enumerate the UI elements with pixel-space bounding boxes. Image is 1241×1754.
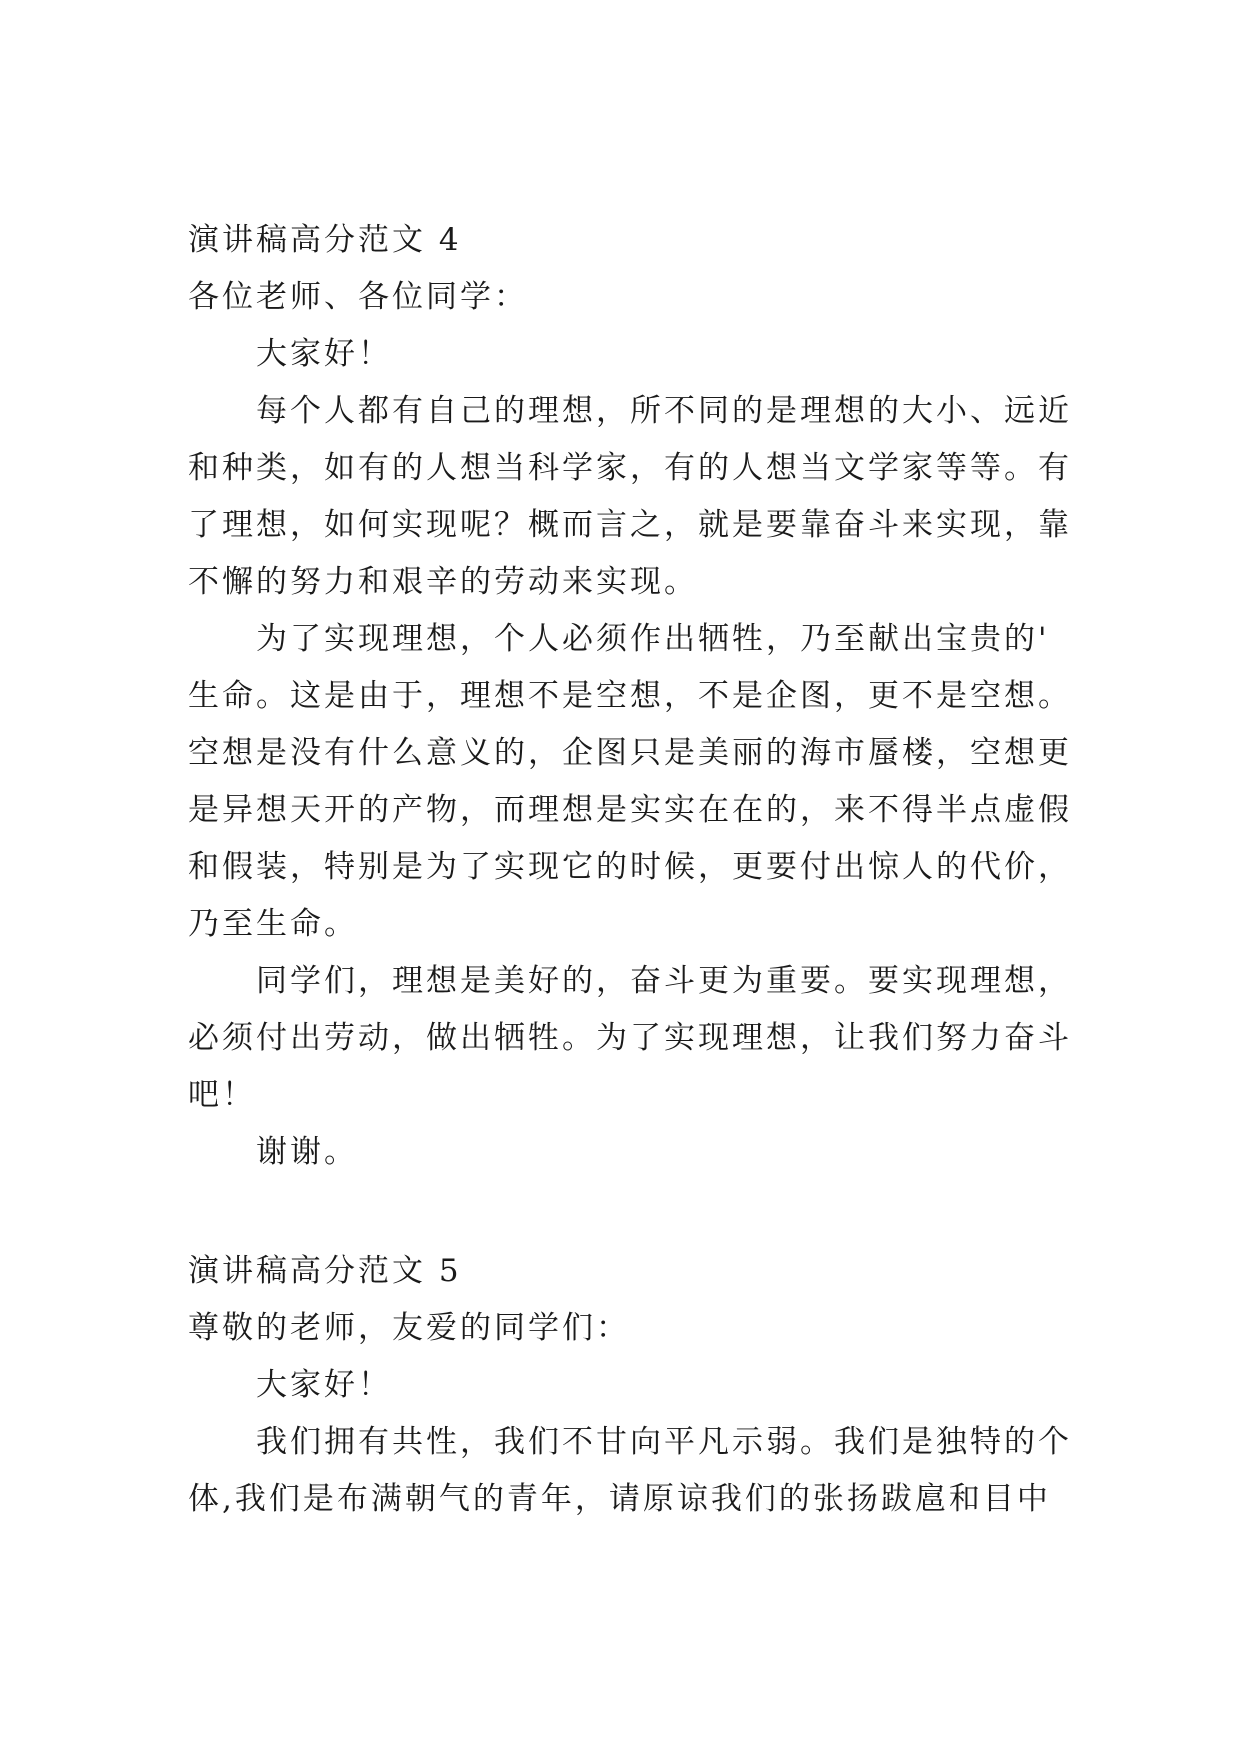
essay-5-paragraph-1-line: 体,我们是布满朝气的青年，请原谅我们的张扬跋扈和目中 xyxy=(188,1481,1051,1517)
essay-4-paragraph-2-line: 空想是没有什么意义的，企图只是美丽的海市蜃楼，空想更 xyxy=(188,735,1072,771)
essay-5-paragraph-1-line: 我们拥有共性，我们不甘向平凡示弱。我们是独特的个 xyxy=(256,1424,1072,1460)
essay-4-greeting: 大家好！ xyxy=(256,336,392,372)
essay-4-paragraph-1-line: 每个人都有自己的理想，所不同的是理想的大小、远近 xyxy=(256,393,1072,429)
essay-4-paragraph-3-line: 同学们，理想是美好的，奋斗更为重要。要实现理想， xyxy=(256,963,1072,999)
essay-4-paragraph-3-line: 吧！ xyxy=(188,1077,256,1113)
essay-4-paragraph-2-line: 乃至生命。 xyxy=(188,906,358,942)
essay-4-paragraph-1-line: 和种类，如有的人想当科学家，有的人想当文学家等等。有 xyxy=(188,450,1072,486)
essay-4-paragraph-2-line: 是异想天开的产物，而理想是实实在在的，来不得半点虚假 xyxy=(188,792,1072,828)
essay-5-title: 演讲稿高分范文 5 xyxy=(188,1253,462,1289)
essay-4-paragraph-1-line: 了理想，如何实现呢？概而言之，就是要靠奋斗来实现，靠 xyxy=(188,507,1072,543)
essay-4-paragraph-3-line: 必须付出劳动，做出牺牲。为了实现理想，让我们努力奋斗 xyxy=(188,1020,1072,1056)
essay-5-salutation: 尊敬的老师，友爱的同学们： xyxy=(188,1310,630,1346)
essay-4-salutation: 各位老师、各位同学： xyxy=(188,279,528,315)
essay-4-paragraph-2-line: 为了实现理想，个人必须作出牺牲，乃至献出宝贵的' xyxy=(256,621,1050,657)
essay-5-greeting: 大家好！ xyxy=(256,1367,392,1403)
essay-4-closing: 谢谢。 xyxy=(256,1134,358,1170)
essay-4-paragraph-2-line: 生命。这是由于，理想不是空想，不是企图，更不是空想。 xyxy=(188,678,1072,714)
essay-4-paragraph-1-line: 不懈的努力和艰辛的劳动来实现。 xyxy=(188,564,698,600)
essay-4-paragraph-2-line: 和假装，特别是为了实现它的时候，更要付出惊人的代价， xyxy=(188,849,1072,885)
essay-4-title: 演讲稿高分范文 4 xyxy=(188,222,462,258)
